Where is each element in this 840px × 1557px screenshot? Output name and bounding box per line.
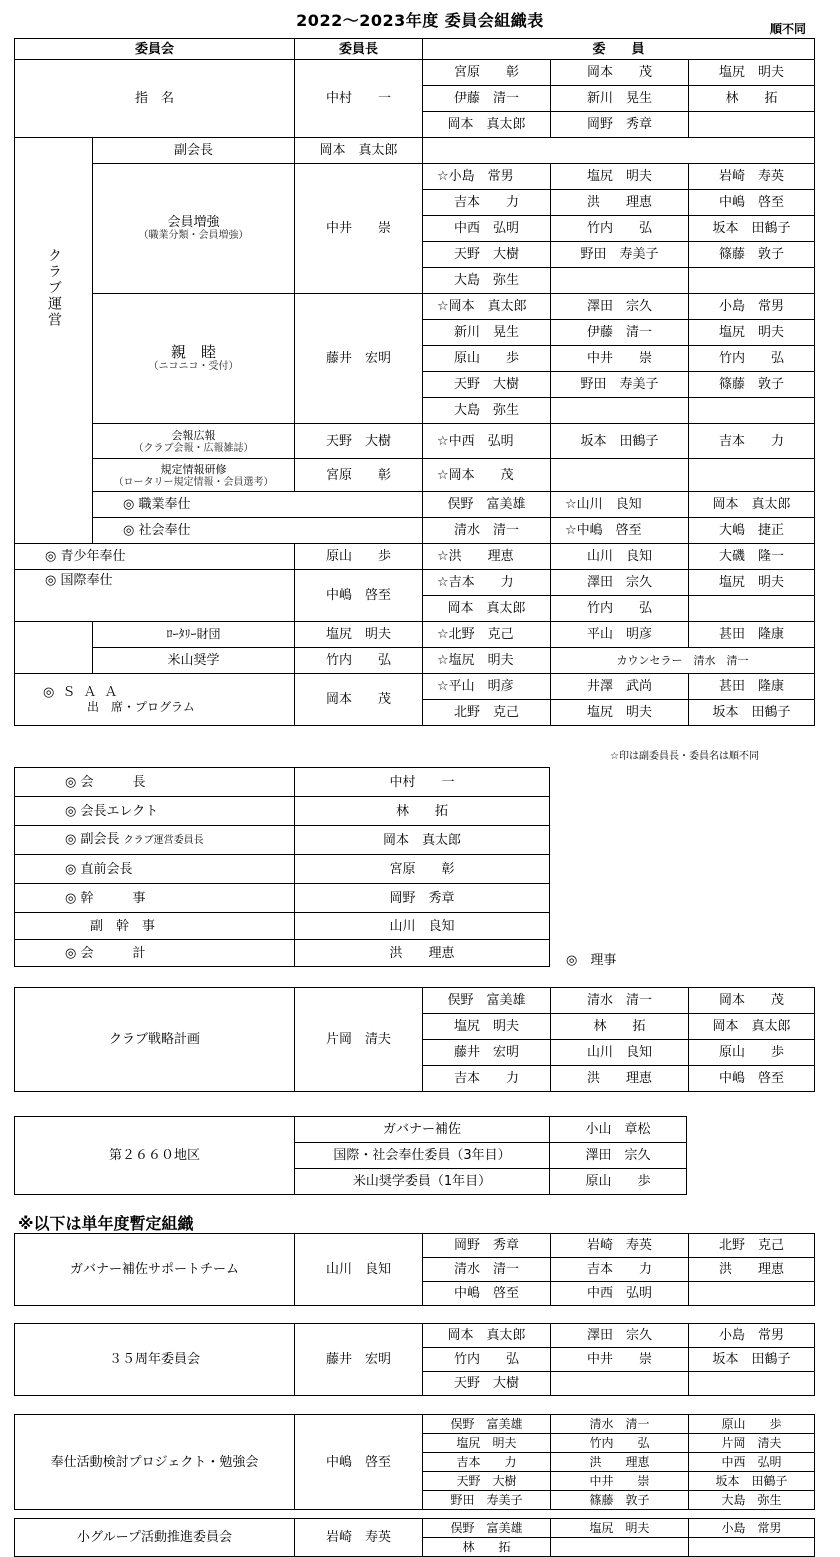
member-cell: 大島 弥生 — [689, 1491, 815, 1510]
member-cell: 林 拓 — [551, 1014, 689, 1040]
member-cell: 竹内 弘 — [551, 1434, 689, 1453]
member-cell: 吉本 力 — [689, 424, 815, 459]
chair-membership: 中井 崇 — [295, 164, 423, 294]
member-cell: 篠藤 敦子 — [689, 372, 815, 398]
district-person: 小山 章松 — [550, 1117, 687, 1143]
member-cell: 中井 崇 — [551, 1472, 689, 1491]
officer-role: ◎ 直前会長 — [15, 855, 295, 884]
district-person: 原山 歩 — [550, 1169, 687, 1195]
member-cell: 坂本 田鶴子 — [689, 700, 815, 726]
officer-name: 中村 一 — [295, 768, 550, 797]
member-cell: 山川 良知 — [551, 544, 689, 570]
committee-name-saa: ◎ＳＡＡ 出 席・プログラム — [15, 674, 295, 726]
officer-name: 宮原 彰 — [295, 855, 550, 884]
officer-name: 岡本 真太郎 — [295, 826, 550, 855]
member-cell: 篠藤 敦子 — [551, 1491, 689, 1510]
member-cell: 篠藤 敦子 — [689, 242, 815, 268]
member-cell: ☆吉本 力 — [423, 570, 551, 596]
chair-vocational: 俣野 富美雄 — [423, 492, 551, 518]
member-cell: 林 拓 — [689, 86, 815, 112]
member-cell: 大嶋 捷正 — [689, 518, 815, 544]
member-cell: ☆岡本 真太郎 — [423, 294, 551, 320]
member-cell: 岡本 茂 — [689, 988, 815, 1014]
member-cell: 竹内 弘 — [689, 346, 815, 372]
officer-name: 林 拓 — [295, 797, 550, 826]
committee-table — [14, 38, 815, 726]
committee-name-international: ◎ 国際奉仕 — [15, 570, 295, 622]
member-cell: 中嶋 啓至 — [689, 190, 815, 216]
officer-name: 岡野 秀章 — [295, 884, 550, 913]
member-cell: 洪 理恵 — [551, 190, 689, 216]
chair-community: 清水 清一 — [423, 518, 551, 544]
chair-service-project: 中嶋 啓至 — [295, 1415, 423, 1510]
member-cell: 小島 常男 — [689, 1519, 815, 1538]
member-cell — [689, 268, 815, 294]
district-role: ガバナー補佐 — [295, 1117, 550, 1143]
member-cell: 北野 克己 — [689, 1234, 815, 1258]
officer-role: ◎ 会 計 — [15, 940, 295, 967]
member-cell: 岩崎 寿英 — [551, 1234, 689, 1258]
member-cell: ☆山川 良知 — [551, 492, 689, 518]
committee-name-fellowship: 親 睦 （ニコニコ・受付） — [93, 294, 295, 424]
member-cell: 平山 明彦 — [551, 622, 689, 648]
committee-name-governor-support: ガバナー補佐サポートチーム — [15, 1234, 295, 1306]
service-project-table — [14, 1414, 815, 1510]
member-cell — [551, 268, 689, 294]
committee-name-vocational: ◎ 職業奉仕 — [93, 492, 423, 518]
member-cell: 野田 寿美子 — [551, 242, 689, 268]
committee-name-pr: 会報広報 （クラブ会報・広報雑誌） — [93, 424, 295, 459]
committee-name-rules: 規定情報研修 （ロータリー規定情報・会員選考） — [93, 459, 295, 492]
member-cell: 岡本 真太郎 — [689, 1014, 815, 1040]
member-cell — [689, 596, 815, 622]
member-cell: 小島 常男 — [689, 1324, 815, 1348]
member-cell: 岡本 茂 — [551, 60, 689, 86]
member-cell: 塩尻 明夫 — [423, 1014, 551, 1040]
member-cell: 吉本 力 — [423, 1066, 551, 1092]
club-operations-label: クラブ運営 — [15, 138, 93, 544]
member-cell: 塩尻 明夫 — [423, 1434, 551, 1453]
member-cell: 北野 克己 — [423, 700, 551, 726]
order-note: 順不同 — [769, 22, 806, 36]
header-members: 委 員 — [423, 39, 815, 60]
member-cell: 竹内 弘 — [551, 596, 689, 622]
member-cell: 坂本 田鶴子 — [689, 216, 815, 242]
member-cell: 塩尻 明夫 — [689, 320, 815, 346]
member-cell: 竹内 弘 — [551, 216, 689, 242]
committee-name-anniversary: ３５周年委員会 — [15, 1324, 295, 1396]
chair-saa: 岡本 茂 — [295, 674, 423, 726]
member-cell: 澤田 宗久 — [551, 1324, 689, 1348]
small-group-table — [14, 1518, 815, 1557]
officer-role: ◎ 幹 事 — [15, 884, 295, 913]
officer-role: ◎ 会長エレクト — [15, 797, 295, 826]
member-cell: 吉本 力 — [423, 1453, 551, 1472]
member-cell: 新川 晃生 — [423, 320, 551, 346]
member-cell: 大島 弥生 — [423, 268, 551, 294]
member-cell: 塩尻 明夫 — [689, 570, 815, 596]
committee-name-membership: 会員増強 （職業分類・会員増強） — [93, 164, 295, 294]
member-cell: ☆岡本 茂 — [423, 459, 551, 492]
member-cell: 伊藤 清一 — [551, 320, 689, 346]
document-title: 2022〜2023年度 委員会組織表 — [296, 11, 544, 30]
officers-table — [14, 767, 550, 967]
committee-name-nomination: 指 名 — [15, 60, 295, 138]
member-cell — [689, 112, 815, 138]
member-cell: 中西 弘明 — [689, 1453, 815, 1472]
district-role: 国際・社会奉仕委員（3年目） — [295, 1143, 550, 1169]
member-cell: 塩尻 明夫 — [551, 700, 689, 726]
member-cell: 原山 歩 — [689, 1040, 815, 1066]
empty-cell — [423, 138, 815, 164]
chair-rules: 宮原 彰 — [295, 459, 423, 492]
member-cell: 俣野 富美雄 — [423, 1415, 551, 1434]
member-cell: 清水 清一 — [423, 1258, 551, 1282]
member-cell: 岡本 真太郎 — [423, 112, 551, 138]
member-cell: 岡本 真太郎 — [423, 596, 551, 622]
member-cell: 洪 理恵 — [689, 1258, 815, 1282]
member-cell: ☆小島 常男 — [423, 164, 551, 190]
member-cell: 野田 寿美子 — [423, 1491, 551, 1510]
member-cell: ☆北野 克己 — [423, 622, 551, 648]
member-cell: 塩尻 明夫 — [689, 60, 815, 86]
member-cell: 宮原 彰 — [423, 60, 551, 86]
member-cell: 清水 清一 — [551, 1415, 689, 1434]
committee-name-strategy: クラブ戦略計画 — [15, 988, 295, 1092]
member-cell: 吉本 力 — [551, 1258, 689, 1282]
chair-governor-support: 山川 良知 — [295, 1234, 423, 1306]
anniversary-table — [14, 1323, 815, 1396]
member-cell: 中西 弘明 — [423, 216, 551, 242]
chair-nomination: 中村 一 — [295, 60, 423, 138]
member-cell — [551, 1372, 689, 1396]
chair-pr: 天野 大樹 — [295, 424, 423, 459]
member-cell: 甚田 隆康 — [689, 622, 815, 648]
district-person: 澤田 宗久 — [550, 1143, 687, 1169]
member-cell: ☆洪 理恵 — [423, 544, 551, 570]
member-cell: 中嶋 啓至 — [423, 1282, 551, 1306]
governor-support-table — [14, 1233, 815, 1306]
member-cell: 岡本 真太郎 — [423, 1324, 551, 1348]
officer-role: ◎ 副会長 クラブ運営委員長 — [15, 826, 295, 855]
committee-name-vice-president: 副会長 — [93, 138, 295, 164]
member-cell: 天野 大樹 — [423, 1472, 551, 1491]
chair-foundation: 塩尻 明夫 — [295, 622, 423, 648]
member-cell: 伊藤 清一 — [423, 86, 551, 112]
officer-name: 洪 理恵 — [295, 940, 550, 967]
member-cell: 中嶋 啓至 — [689, 1066, 815, 1092]
district-name: 第２６６０地区 — [15, 1117, 295, 1195]
member-cell — [551, 1538, 689, 1557]
footnote: ☆印は副委員長・委員名は順不同 — [610, 751, 759, 762]
empty-cell — [15, 622, 93, 648]
member-cell: 澤田 宗久 — [551, 570, 689, 596]
member-cell: 竹内 弘 — [423, 1348, 551, 1372]
committee-name-service-project: 奉仕活動検討プロジェクト・勉強会 — [15, 1415, 295, 1510]
member-cell: 清水 清一 — [551, 988, 689, 1014]
member-cell: 塩尻 明夫 — [551, 1519, 689, 1538]
member-cell: 林 拓 — [423, 1538, 551, 1557]
member-cell: 坂本 田鶴子 — [551, 424, 689, 459]
member-cell: 俣野 富美雄 — [423, 988, 551, 1014]
header-chair: 委員長 — [295, 39, 423, 60]
member-cell: ☆平山 明彦 — [423, 674, 551, 700]
member-cell — [689, 1372, 815, 1396]
member-cell: 吉本 力 — [423, 190, 551, 216]
member-cell: 小島 常男 — [689, 294, 815, 320]
chair-strategy: 片岡 清夫 — [295, 988, 423, 1092]
member-cell — [689, 1538, 815, 1557]
empty-cell — [15, 648, 93, 674]
counselor-cell: カウンセラー 清水 清一 — [551, 648, 815, 674]
member-cell: 井澤 武尚 — [551, 674, 689, 700]
member-cell: 岡本 真太郎 — [689, 492, 815, 518]
officer-role: ◎ 会 長 — [15, 768, 295, 797]
member-cell: 塩尻 明夫 — [551, 164, 689, 190]
member-cell: 大磯 隆一 — [689, 544, 815, 570]
member-cell: 岡野 秀章 — [423, 1234, 551, 1258]
chair-fellowship: 藤井 宏明 — [295, 294, 423, 424]
member-cell: 天野 大樹 — [423, 1372, 551, 1396]
member-cell — [689, 398, 815, 424]
district-role: 米山奨学委員（1年目） — [295, 1169, 550, 1195]
chair-vice-president: 岡本 真太郎 — [295, 138, 423, 164]
member-cell: 山川 良知 — [551, 1040, 689, 1066]
member-cell: 岩崎 寿英 — [689, 164, 815, 190]
provisional-heading: ※以下は単年度暫定組織 — [18, 1214, 194, 1233]
member-cell — [551, 398, 689, 424]
committee-name-foundation: ﾛｰﾀﾘｰ財団 — [93, 622, 295, 648]
member-cell: 原山 歩 — [423, 346, 551, 372]
member-cell: 中西 弘明 — [551, 1282, 689, 1306]
member-cell: 洪 理恵 — [551, 1066, 689, 1092]
member-cell: 澤田 宗久 — [551, 294, 689, 320]
director-note: ◎ 理事 — [566, 953, 617, 968]
member-cell: 原山 歩 — [689, 1415, 815, 1434]
member-cell: 坂本 田鶴子 — [689, 1472, 815, 1491]
member-cell — [689, 459, 815, 492]
member-cell: ☆中嶋 啓至 — [551, 518, 689, 544]
chair-yoneyama: 竹内 弘 — [295, 648, 423, 674]
member-cell: 天野 大樹 — [423, 372, 551, 398]
member-cell: 藤井 宏明 — [423, 1040, 551, 1066]
member-cell: 俣野 富美雄 — [423, 1519, 551, 1538]
member-cell: 天野 大樹 — [423, 242, 551, 268]
member-cell — [689, 1282, 815, 1306]
chair-youth: 原山 歩 — [295, 544, 423, 570]
officer-role: 副 幹 事 — [15, 913, 295, 940]
chair-international: 中嶋 啓至 — [295, 570, 423, 622]
strategy-table — [14, 987, 815, 1092]
member-cell: 岡野 秀章 — [551, 112, 689, 138]
member-cell: 中井 崇 — [551, 346, 689, 372]
member-cell: 大島 弥生 — [423, 398, 551, 424]
member-cell: 新川 晃生 — [551, 86, 689, 112]
header-committee: 委員会 — [15, 39, 295, 60]
member-cell: ☆塩尻 明夫 — [423, 648, 551, 674]
officer-name: 山川 良知 — [295, 913, 550, 940]
member-cell: 片岡 清夫 — [689, 1434, 815, 1453]
member-cell: 坂本 田鶴子 — [689, 1348, 815, 1372]
district-table — [14, 1116, 687, 1195]
chair-anniversary: 藤井 宏明 — [295, 1324, 423, 1396]
member-cell — [551, 459, 689, 492]
member-cell: 中井 崇 — [551, 1348, 689, 1372]
member-cell: 洪 理恵 — [551, 1453, 689, 1472]
committee-name-community: ◎ 社会奉仕 — [93, 518, 423, 544]
chair-small-group: 岩崎 寿英 — [295, 1519, 423, 1557]
committee-name-small-group: 小グループ活動推進委員会 — [15, 1519, 295, 1557]
committee-name-youth: ◎ 青少年奉仕 — [15, 544, 295, 570]
committee-name-yoneyama: 米山奨学 — [93, 648, 295, 674]
member-cell: 野田 寿美子 — [551, 372, 689, 398]
member-cell: 甚田 隆康 — [689, 674, 815, 700]
member-cell: ☆中西 弘明 — [423, 424, 551, 459]
